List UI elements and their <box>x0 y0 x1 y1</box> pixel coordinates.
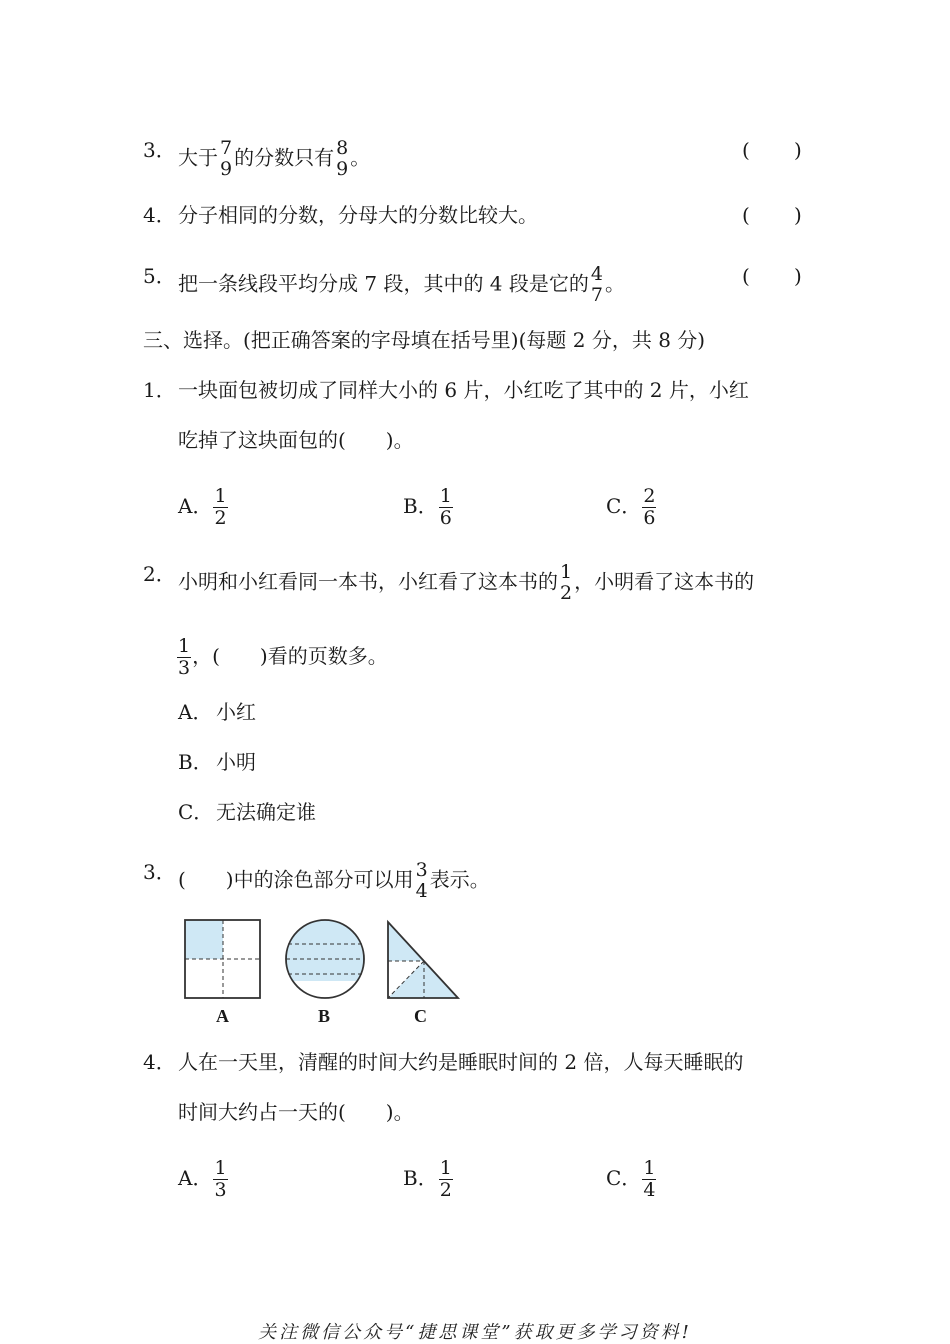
item-number: 4． <box>143 1050 176 1074</box>
fraction: $\frac{1}{6}$ <box>439 485 452 529</box>
figure-label-c: C <box>414 1006 427 1026</box>
item-text: 分子相同的分数，分母大的分数比较大。 <box>178 203 538 227</box>
fraction: $\frac{1}{2}$ <box>214 485 227 529</box>
footer-note: 关注微信公众号“捷思课堂”获取更多学习资料! <box>258 1322 692 1343</box>
figure-label-a: A <box>216 1006 229 1026</box>
fraction-1-3: $\frac{1}{3}$ <box>178 635 191 679</box>
item-text: 大于 <box>178 145 218 170</box>
item-number: 3． <box>143 860 176 884</box>
option-c[interactable]: C． $\frac{1}{4}$ <box>606 1157 656 1201</box>
fraction: $\frac{1}{2}$ <box>439 1157 452 1201</box>
item-text: 把一条线段平均分成 7 段，其中的 4 段是它的 <box>178 271 589 296</box>
fraction-4-7: 4 7 <box>590 263 603 306</box>
figure-a-square[interactable] <box>185 920 260 998</box>
option-a[interactable]: A． $\frac{1}{2}$ <box>178 485 227 529</box>
option-b[interactable]: B． $\frac{1}{6}$ <box>403 485 452 529</box>
fraction-1-2: 1 2 <box>560 561 573 604</box>
question-text: ，( )看的页数多。 <box>192 644 388 668</box>
shape-figures-svg <box>180 912 470 1007</box>
option-c[interactable]: C． $\frac{2}{6}$ <box>606 485 656 529</box>
item-number: 3． <box>143 138 176 162</box>
item-number: 4． <box>143 203 176 227</box>
question-text: 一块面包被切成了同样大小的 6 片，小红吃了其中的 2 片，小红 <box>178 378 749 402</box>
fraction-3-4: 3 4 <box>415 859 428 902</box>
item-text: 的分数只有 <box>234 145 335 170</box>
fraction: $\frac{1}{3}$ <box>214 1157 227 1201</box>
question-text: 时间大约占一天的( )。 <box>178 1100 414 1124</box>
shape-figures <box>180 912 470 1026</box>
question-text: 小明和小红看同一本书，小红看了这本书的 <box>178 569 558 594</box>
figure-c-triangle[interactable] <box>388 922 458 998</box>
fraction: $\frac{2}{6}$ <box>643 485 656 529</box>
question-text: 吃掉了这块面包的( )。 <box>178 428 414 452</box>
question-text: ( )中的涂色部分可以用 <box>178 867 414 892</box>
option-a[interactable]: A． $\frac{1}{3}$ <box>178 1157 227 1201</box>
item-number: 1． <box>143 378 176 402</box>
fraction-7-9: 7 9 <box>220 137 233 180</box>
figure-b-circle[interactable] <box>280 920 370 998</box>
item-number: 2． <box>143 562 176 586</box>
figure-label-b: B <box>318 1006 331 1026</box>
question-text: 人在一天里，清醒的时间大约是睡眠时间的 2 倍，人每天睡眠的 <box>178 1050 744 1074</box>
item-number: 5． <box>143 264 176 288</box>
fraction-8-9: 8 9 <box>336 137 349 180</box>
option-b[interactable]: B． $\frac{1}{2}$ <box>403 1157 452 1201</box>
fraction: $\frac{1}{4}$ <box>643 1157 656 1201</box>
